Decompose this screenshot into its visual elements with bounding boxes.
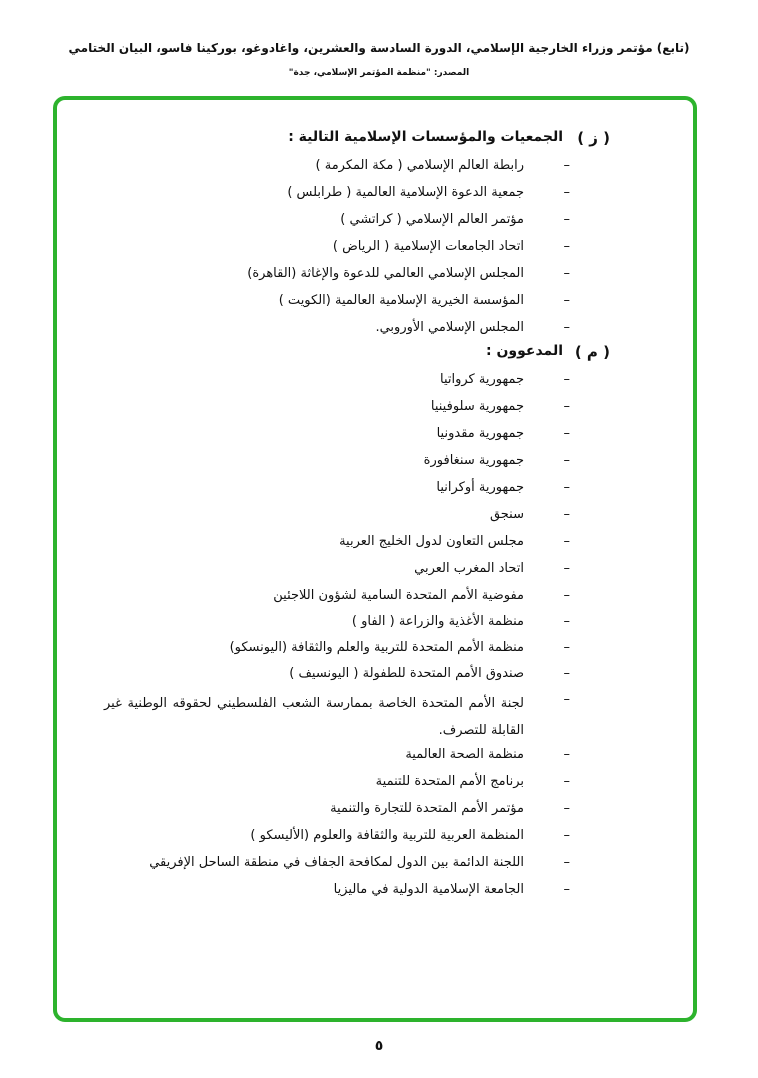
- bullet-dash: –: [563, 266, 570, 281]
- bullet-dash: –: [563, 614, 570, 629]
- bullet-dash: –: [563, 293, 570, 308]
- list-item-text: جمعية الدعوة الإسلامية العالمية ( طرابلس ): [287, 185, 524, 200]
- bullet-dash: –: [563, 212, 570, 227]
- list-item-text: جمهورية سنغافورة: [423, 453, 524, 468]
- list-item-text: منظمة الأمم المتحدة للتربية والعلم والثقافة (اليونسكو): [229, 640, 524, 655]
- list-item-text: اتحاد المغرب العربي: [414, 561, 524, 576]
- bullet-dash: –: [563, 239, 570, 254]
- list-item-text: برنامج الأمم المتحدة للتنمية: [375, 774, 524, 789]
- list-item-text: مؤتمر العالم الإسلامي ( كراتشي ): [340, 212, 524, 227]
- list-item-text: مؤتمر الأمم المتحدة للتجارة والتنمية: [330, 801, 524, 816]
- bullet-dash: –: [563, 588, 570, 603]
- list-item-text: المجلس الإسلامي العالمي للدعوة والإغاثة (القاهرة): [247, 266, 524, 281]
- document-header-title: (تابع) مؤتمر وزراء الخارجية الإسلامي، الدورة السادسة والعشرين، واغادوغو، بوركينا فاسو، البيان الختامي: [68, 41, 690, 55]
- list-item-text: منظمة الصحة العالمية: [405, 747, 524, 762]
- bullet-dash: –: [563, 882, 570, 897]
- list-item-text: جمهورية أوكرانيا: [436, 480, 524, 495]
- bullet-dash: –: [563, 561, 570, 576]
- list-item-text: المؤسسة الخيرية الإسلامية العالمية (الكويت ): [278, 293, 524, 308]
- bullet-dash: –: [563, 801, 570, 816]
- bullet-dash: –: [563, 453, 570, 468]
- list-item-text: الجامعة الإسلامية الدولية في ماليزيا: [333, 882, 524, 897]
- bullet-dash: –: [563, 399, 570, 414]
- bullet-dash: –: [563, 692, 570, 707]
- list-item-text: مفوضية الأمم المتحدة السامية لشؤون اللاجئين: [273, 588, 524, 603]
- section-heading-m: [200, 343, 610, 363]
- bullet-dash: –: [563, 640, 570, 655]
- bullet-dash: –: [563, 185, 570, 200]
- list-item-text: مجلس التعاون لدول الخليج العربية: [339, 534, 524, 549]
- list-item-text: اللجنة الدائمة بين الدول لمكافحة الجفاف في منطقة الساحل الإفريقي: [149, 855, 524, 870]
- list-item-text: صندوق الأمم المتحدة للطفولة ( اليونسيف ): [289, 666, 524, 681]
- bullet-dash: –: [563, 480, 570, 495]
- bullet-dash: –: [563, 507, 570, 522]
- section-title: المدعوون :: [486, 343, 563, 359]
- section-letter: ( ز ): [577, 129, 610, 147]
- bullet-dash: –: [563, 855, 570, 870]
- section-title: الجمعيات والمؤسسات الإسلامية التالية :: [288, 129, 563, 145]
- document-header-source: المصدر: "منظمة المؤتمر الإسلامي، جدة": [288, 68, 470, 78]
- bullet-dash: –: [563, 666, 570, 681]
- section-letter: ( م ): [574, 343, 610, 361]
- bullet-dash: –: [563, 747, 570, 762]
- bullet-dash: –: [563, 534, 570, 549]
- list-item-text: سنجق: [489, 507, 524, 522]
- bullet-dash: –: [563, 426, 570, 441]
- page-number: ٥: [374, 1038, 384, 1054]
- bullet-dash: –: [563, 372, 570, 387]
- list-item-text: جمهورية سلوفينيا: [430, 399, 524, 414]
- bullet-dash: –: [563, 320, 570, 335]
- bullet-dash: –: [563, 828, 570, 843]
- list-item-text: جمهورية كرواتيا: [439, 372, 524, 387]
- list-item-text: المجلس الإسلامي الأوروبي.: [375, 320, 524, 335]
- list-item-text: جمهورية مقدونيا: [436, 426, 524, 441]
- list-item-text: لجنة الأمم المتحدة الخاصة بممارسة الشعب الفلسطيني لحقوقه الوطنية غير القابلة للتصرف.: [104, 696, 524, 738]
- list-item-text: منظمة الأغذية والزراعة ( الفاو ): [351, 614, 524, 629]
- list-item-text: رابطة العالم الإسلامي ( مكة المكرمة ): [315, 158, 524, 173]
- bullet-dash: –: [563, 774, 570, 789]
- list-item-text: اتحاد الجامعات الإسلامية ( الرياض ): [332, 239, 524, 254]
- section-heading-z: [200, 129, 610, 149]
- list-item-text: المنظمة العربية للتربية والثقافة والعلوم (الأليسكو ): [250, 828, 524, 843]
- bullet-dash: –: [563, 158, 570, 173]
